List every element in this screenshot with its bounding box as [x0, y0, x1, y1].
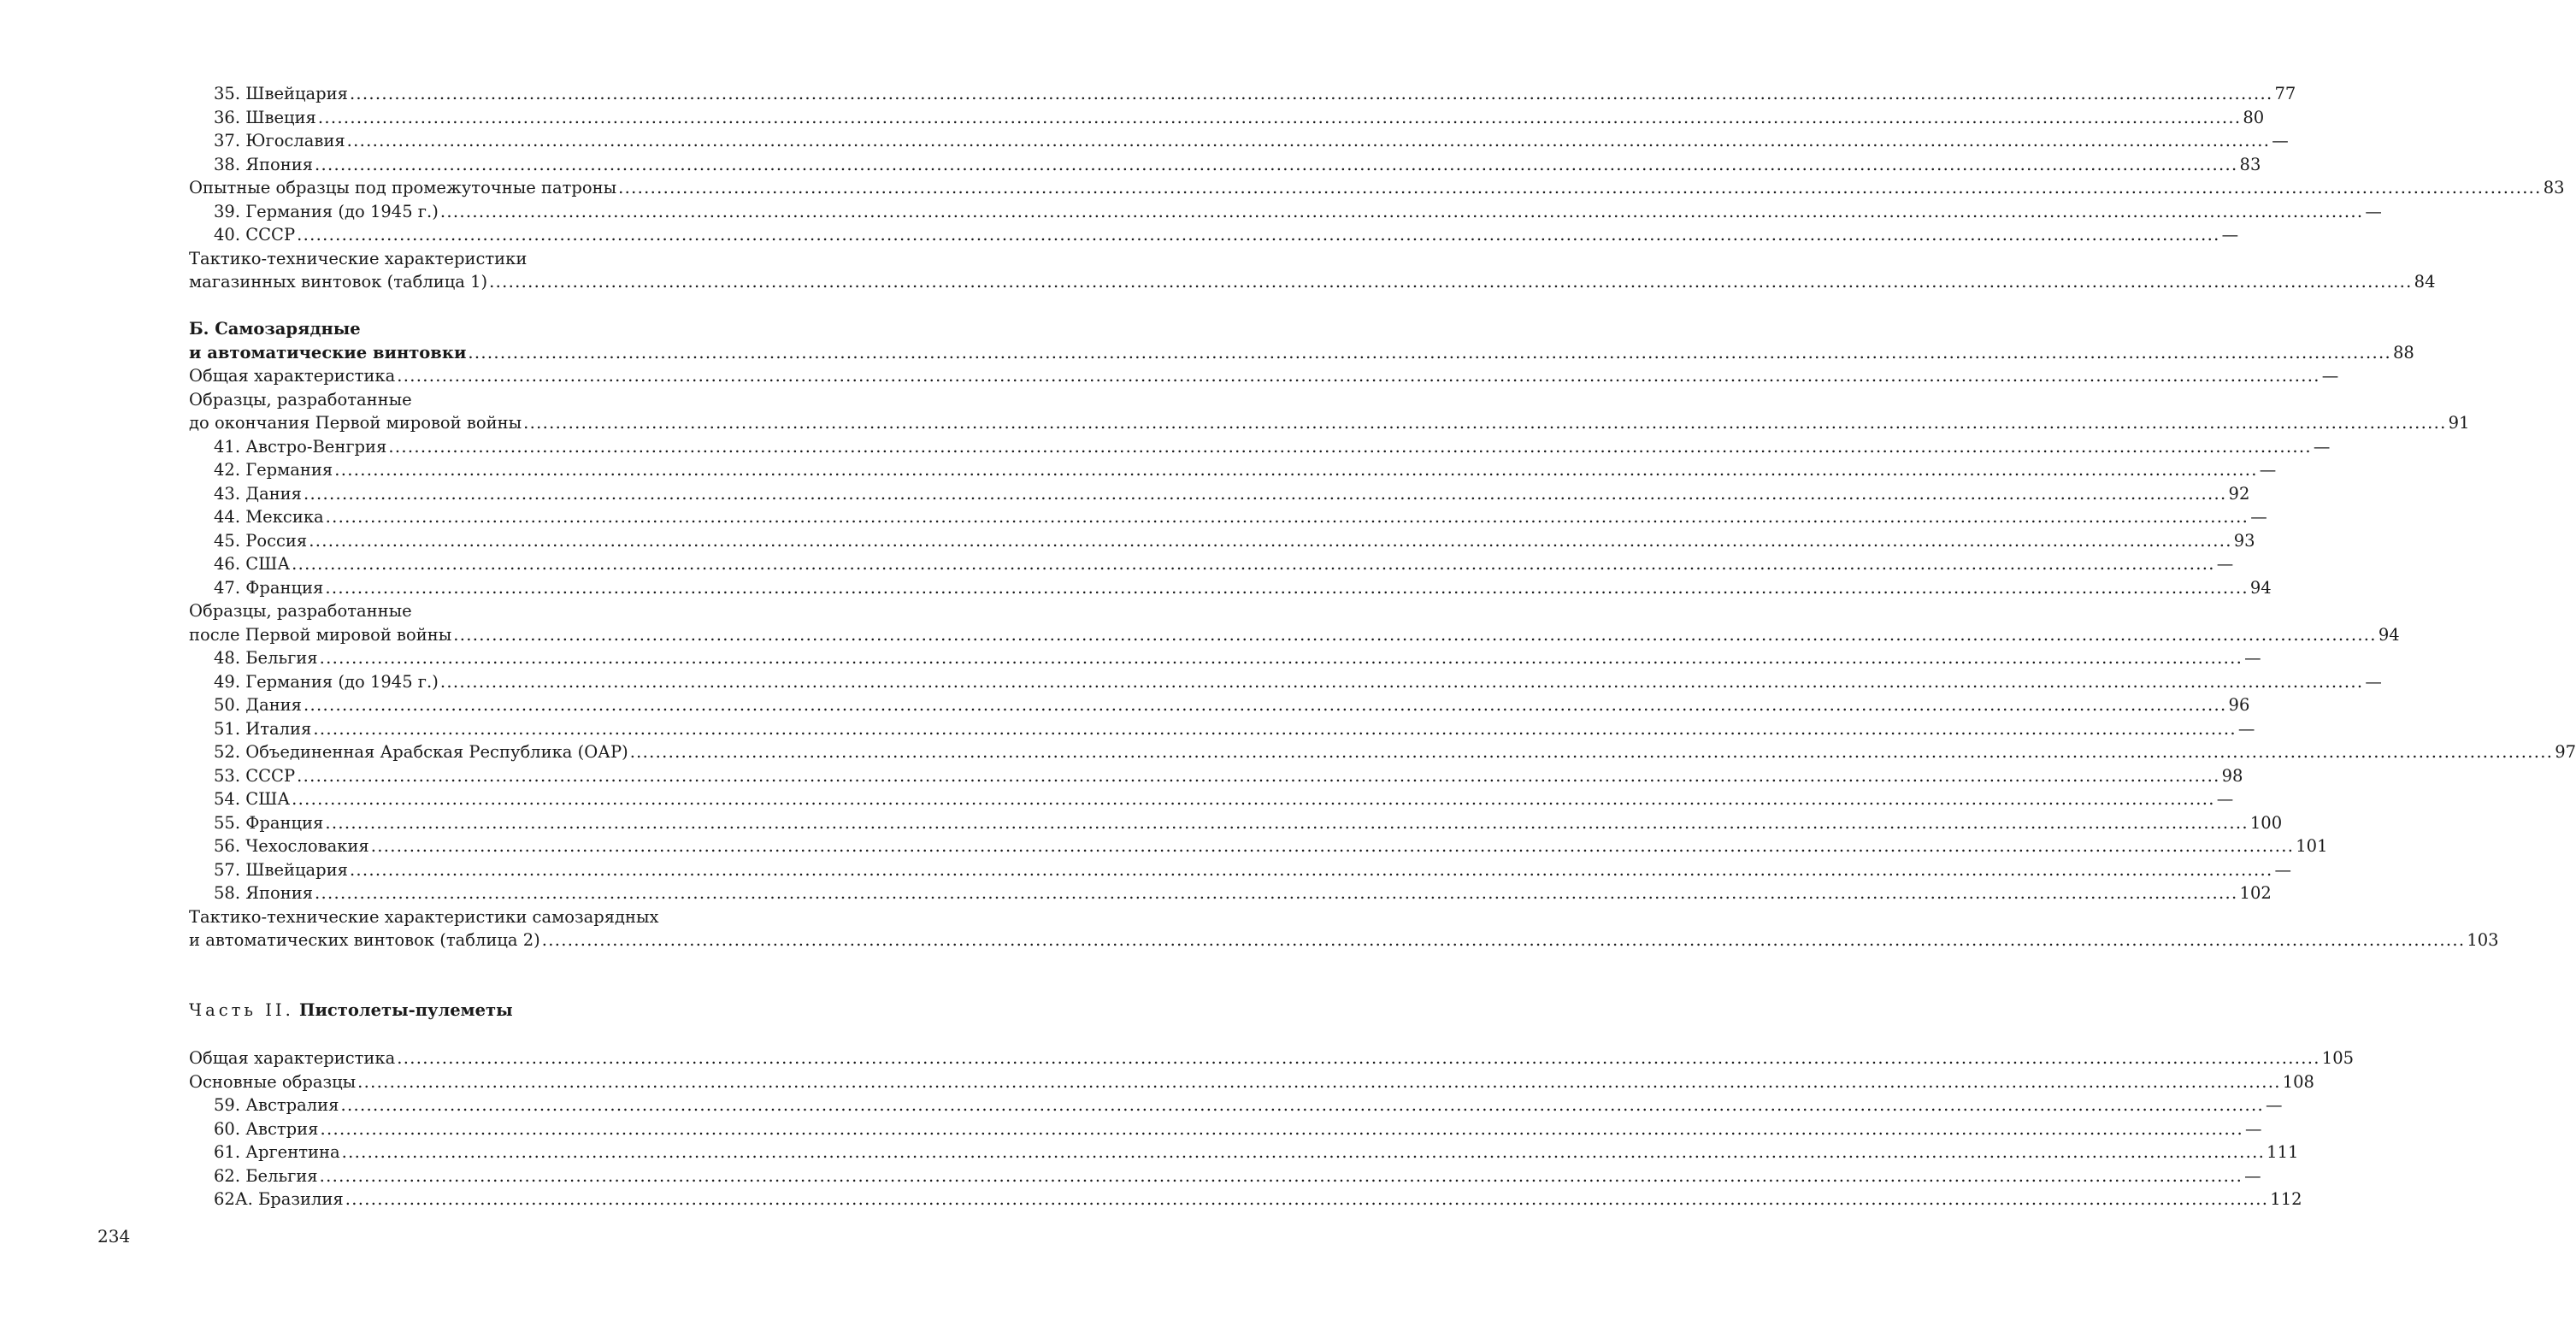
dot-leader: ............................................................................................................................................................................................................................................................................................................: [340, 1095, 2265, 1115]
toc-entry-label: Опытные образцы под промежуточные патроны: [189, 178, 617, 197]
toc-entry-label: и автоматических винтовок (таблица 2): [189, 930, 540, 950]
dot-leader: ............................................................................................................................................................................................................................................................................................................: [320, 1118, 2243, 1139]
dot-leader: ............................................................................................................................................................................................................................................................................................................: [397, 366, 2320, 386]
toc-entry: [189, 411, 2470, 435]
toc-entry-page: 80: [2243, 107, 2265, 127]
toc-entry-page: —: [2250, 507, 2267, 527]
dot-leader: ............................................................................................................................................................................................................................................................................................................: [489, 272, 2413, 292]
dot-leader: ............................................................................................................................................................................................................................................................................................................: [315, 883, 2238, 903]
dot-leader: ............................................................................................................................................................................................................................................................................................................: [325, 507, 2249, 527]
toc-entry: [189, 129, 2289, 153]
toc-entry: [189, 482, 2250, 506]
dot-leader: ............................................................................................................................................................................................................................................................................................................: [629, 742, 2554, 762]
toc-entry-label: 57. Швейцария: [214, 859, 348, 880]
toc-entry: [189, 1046, 2355, 1070]
toc-entry-label: до окончания Первой мировой войны: [189, 413, 522, 433]
toc-entry-page: —: [2272, 131, 2289, 150]
toc-entry-page: —: [2216, 789, 2234, 809]
toc-entry-label: 52. Объединенная Арабская Республика (ОАР): [214, 742, 628, 762]
toc-entry-label: 59. Австралия: [214, 1095, 339, 1115]
toc-entry-page: 88: [2392, 342, 2414, 362]
dot-leader: ............................................................................................................................................................................................................................................................................................................: [439, 201, 2364, 221]
toc-entry-label: 60. Австрия: [214, 1118, 319, 1139]
dot-leader: ............................................................................................................................................................................................................................................................................................................: [309, 530, 2232, 551]
toc-entry: [189, 552, 2234, 576]
dot-leader: ............................................................................................................................................................................................................................................................................................................: [292, 789, 2215, 809]
toc-entry-label: 40. СССР: [214, 225, 296, 245]
dot-leader: ............................................................................................................................................................................................................................................................................................................: [315, 154, 2238, 174]
dot-leader: ............................................................................................................................................................................................................................................................................................................: [325, 812, 2249, 833]
toc-entry: [189, 1117, 2262, 1141]
toc-entry: [189, 787, 2234, 811]
dot-leader: ............................................................................................................................................................................................................................................................................................................: [541, 930, 2466, 950]
toc-entry-page: —: [2266, 1095, 2283, 1115]
page-number: 234: [97, 1226, 131, 1247]
dot-leader: ............................................................................................................................................................................................................................................................................................................: [303, 695, 2227, 715]
dot-leader: ............................................................................................................................................................................................................................................................................................................: [319, 1165, 2243, 1186]
dot-leader: ............................................................................................................................................................................................................................................................................................................: [325, 577, 2249, 598]
dot-leader: ............................................................................................................................................................................................................................................................................................................: [317, 107, 2242, 127]
toc-entry-label: магазинных винтовок (таблица 1): [189, 272, 488, 292]
toc-entry-page: 98: [2221, 765, 2243, 786]
toc-entry-page: 94: [2249, 577, 2272, 598]
toc-entry-label: 53. СССР: [214, 765, 296, 786]
toc-entry-label: 35. Швейцария: [214, 84, 348, 103]
toc-entry: [189, 1164, 2261, 1188]
dot-leader: ............................................................................................................................................................................................................................................................................................................: [453, 624, 2377, 645]
toc-entry: [189, 764, 2243, 788]
toc-entry: [189, 200, 2382, 224]
toc-entry: [189, 458, 2277, 482]
dot-leader: ............................................................................................................................................................................................................................................................................................................: [334, 460, 2258, 480]
toc-entry: [189, 176, 2565, 200]
toc-entry-label: Образцы, разработанные: [189, 389, 412, 410]
toc-entry-page: 111: [2267, 1142, 2299, 1162]
toc-entry: [189, 623, 2400, 647]
toc-entry-label: 61. Аргентина: [214, 1142, 340, 1162]
toc-entry-page: 103: [2467, 930, 2499, 950]
toc-entry: [189, 576, 2272, 600]
dot-leader: ............................................................................................................................................................................................................................................................................................................: [345, 1189, 2269, 1209]
toc-entry-label: Тактико-технические характеристики самозарядных: [189, 906, 659, 927]
toc-entry: [189, 811, 2283, 835]
toc-entry-label: 39. Германия (до 1945 г.): [214, 201, 439, 221]
toc-entry-page: —: [2244, 648, 2261, 668]
toc-entry-page: 84: [2414, 272, 2436, 292]
toc-entry-page: —: [2244, 1165, 2261, 1186]
toc-entry-label: 47. Франция: [214, 577, 324, 598]
dot-leader: ............................................................................................................................................................................................................................................................................................................: [303, 483, 2227, 504]
toc-entry-label: 36. Швеция: [214, 107, 316, 127]
toc-entry: [189, 1141, 2299, 1164]
toc-entry-label: 45. Россия: [214, 530, 308, 551]
toc-entry-page: —: [2259, 460, 2277, 480]
dot-leader: ............................................................................................................................................................................................................................................................................................................: [297, 765, 2220, 786]
dot-leader: ............................................................................................................................................................................................................................................................................................................: [346, 131, 2271, 150]
dot-leader: ............................................................................................................................................................................................................................................................................................................: [349, 859, 2273, 880]
toc-entry-label: 38. Япония: [214, 154, 313, 174]
toc-entry: [189, 740, 2576, 764]
toc-entry-page: 96: [2228, 695, 2250, 715]
toc-entry-label: 55. Франция: [214, 812, 324, 833]
toc-part-two: [189, 1046, 2355, 1211]
toc-entry-label: 43. Дания: [214, 483, 302, 504]
toc-entry-page: —: [2237, 718, 2255, 739]
toc-entry-page: —: [2321, 366, 2339, 386]
toc-entry-page: 91: [2448, 413, 2470, 433]
toc-entry-label: 50. Дания: [214, 695, 302, 715]
toc-entry: [189, 529, 2255, 553]
toc-entry-label: 58. Япония: [214, 883, 313, 903]
toc-entry: [189, 247, 861, 271]
toc-entry: [189, 388, 861, 412]
toc-entry-label: 41. Австро-Венгрия: [214, 436, 387, 457]
toc-entry-label: Б. Самозарядные: [189, 319, 361, 339]
toc-entry-page: —: [2365, 201, 2382, 221]
toc-section-b: [189, 317, 2576, 952]
toc-entry: [189, 270, 2436, 294]
toc-entry-label: 62. Бельгия: [214, 1165, 318, 1186]
toc-entry-label: Общая характеристика: [189, 1048, 396, 1068]
toc-entry-page: 97: [2555, 742, 2576, 762]
toc-entry: [189, 834, 2328, 858]
toc-entry-label: и автоматические винтовки: [189, 342, 467, 362]
toc-entry: [189, 717, 2255, 741]
toc-entry-label: после Первой мировой войны: [189, 624, 452, 645]
toc-entry-page: 83: [2543, 178, 2565, 197]
part-heading-prefix: Часть II.: [189, 1000, 294, 1020]
toc-entry-label: 54. США: [214, 789, 291, 809]
toc-entry-label: Общая характеристика: [189, 366, 396, 386]
toc-entry: [189, 106, 2265, 130]
dot-leader: ............................................................................................................................................................................................................................................................................................................: [313, 718, 2237, 739]
toc-entry-label: 51. Италия: [214, 718, 312, 739]
toc-entry-label: 42. Германия: [214, 460, 333, 480]
dot-leader: ............................................................................................................................................................................................................................................................................................................: [341, 1142, 2266, 1162]
toc-entry-label: Образцы, разработанные: [189, 601, 412, 621]
toc-entry-page: 94: [2378, 624, 2400, 645]
toc-entry-label: 56. Чехословакия: [214, 836, 369, 856]
dot-leader: ............................................................................................................................................................................................................................................................................................................: [439, 671, 2364, 692]
toc-entry: [189, 599, 861, 623]
toc-entry: [189, 670, 2382, 694]
dot-leader: ............................................................................................................................................................................................................................................................................................................: [618, 178, 2542, 197]
toc-entry-page: —: [2221, 225, 2239, 245]
toc-entry: [189, 82, 2296, 106]
toc-entry-page: 102: [2239, 883, 2272, 903]
dot-leader: ............................................................................................................................................................................................................................................................................................................: [523, 413, 2447, 433]
dot-leader: ............................................................................................................................................................................................................................................................................................................: [468, 342, 2391, 362]
toc-entry: [189, 928, 2499, 952]
toc-entry: [189, 693, 2250, 717]
toc-entry: [189, 341, 2414, 365]
toc-entry: [189, 881, 2272, 905]
toc-entry-label: 48. Бельгия: [214, 648, 318, 668]
toc-entry-page: 92: [2228, 483, 2250, 504]
toc-entry-label: Основные образцы: [189, 1071, 357, 1092]
dot-leader: ............................................................................................................................................................................................................................................................................................................: [357, 1071, 2281, 1092]
toc-section-a-tail: [189, 82, 2565, 294]
toc-entry: [189, 1070, 2314, 1094]
toc-entry-page: —: [2365, 671, 2382, 692]
toc-entry-page: —: [2216, 554, 2234, 574]
toc-entry-page: —: [2313, 436, 2331, 457]
toc-entry: [189, 1093, 2283, 1117]
toc-entry: [189, 435, 2331, 459]
dot-leader: ............................................................................................................................................................................................................................................................................................................: [319, 648, 2243, 668]
toc-entry: [189, 364, 2339, 388]
toc-entry: [189, 858, 2291, 882]
toc-entry-page: 100: [2249, 812, 2283, 833]
toc-entry-label: 44. Мексика: [214, 507, 324, 527]
toc-entry-page: 101: [2296, 836, 2328, 856]
toc-entry: [189, 223, 2239, 247]
part-heading-title: Пистолеты-пулеметы: [299, 1000, 513, 1020]
toc-entry-label: 62А. Бразилия: [214, 1189, 344, 1209]
dot-leader: ............................................................................................................................................................................................................................................................................................................: [397, 1048, 2320, 1068]
dot-leader: ............................................................................................................................................................................................................................................................................................................: [349, 84, 2273, 103]
toc-entry-page: —: [2274, 859, 2291, 880]
toc-entry: [189, 505, 2267, 529]
toc-entry-label: 46. США: [214, 554, 291, 574]
toc-entry-page: 105: [2321, 1048, 2355, 1068]
toc-entry-label: 49. Германия (до 1945 г.): [214, 671, 439, 692]
dot-leader: ............................................................................................................................................................................................................................................................................................................: [388, 436, 2312, 457]
toc-entry-page: —: [2245, 1118, 2262, 1139]
toc-entry: [189, 1188, 2302, 1211]
part-heading: [189, 999, 513, 1023]
dot-leader: ............................................................................................................................................................................................................................................................................................................: [370, 836, 2295, 856]
toc-entry: [189, 317, 861, 341]
toc-entry-label: 37. Югославия: [214, 131, 345, 150]
dot-leader: ............................................................................................................................................................................................................................................................................................................: [292, 554, 2215, 574]
toc-entry-page: 108: [2282, 1071, 2314, 1092]
toc-entry: [189, 153, 2261, 177]
toc-entry-page: 93: [2233, 530, 2255, 551]
toc-entry-page: 83: [2239, 154, 2261, 174]
toc-entry-label: Тактико-технические характеристики: [189, 248, 528, 268]
toc-entry: [189, 905, 861, 929]
dot-leader: ............................................................................................................................................................................................................................................................................................................: [297, 225, 2220, 245]
toc-entry-page: 77: [2274, 84, 2296, 103]
toc-entry-page: 112: [2270, 1189, 2302, 1209]
toc-entry: [189, 646, 2261, 670]
